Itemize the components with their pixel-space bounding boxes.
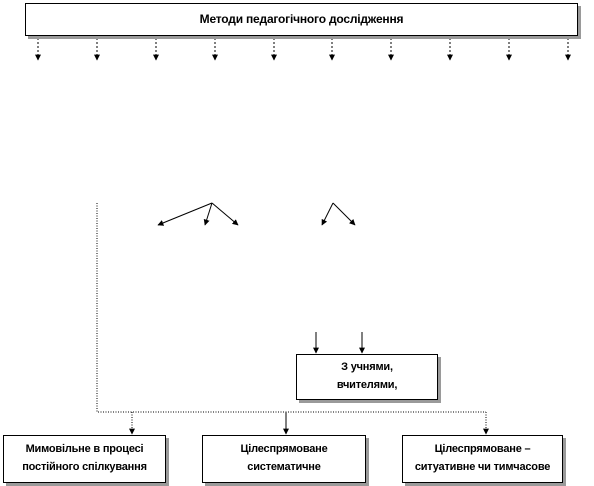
observation-box-involuntary	[3, 435, 166, 483]
title-box	[25, 3, 578, 36]
title-text: Методи педагогічного дослідження	[199, 11, 404, 26]
method-arrows	[38, 38, 568, 60]
interview-arrows	[316, 332, 362, 353]
observation-box-situational	[402, 435, 563, 483]
interview-line-2: вчителями,	[336, 379, 398, 391]
observation-box-systematic	[202, 435, 366, 483]
observation-type-line-1: Мимовільне в процесі	[25, 443, 144, 456]
fan-arrows-right	[322, 203, 355, 225]
observation-type-line-2: постійного спілкування	[22, 461, 147, 473]
interview-line-1: З учнями,	[341, 361, 393, 374]
interview-box	[296, 354, 438, 400]
observation-arrows	[132, 412, 486, 434]
fan-arrows-left	[158, 203, 238, 225]
observation-type-line-1: Цілеспрямоване	[240, 443, 328, 456]
observation-type-line-2: систематичне	[247, 461, 321, 473]
observation-type-line-2: ситуативне чи тимчасове	[414, 461, 551, 473]
observation-type-line-1: Цілеспрямоване –	[434, 443, 531, 456]
